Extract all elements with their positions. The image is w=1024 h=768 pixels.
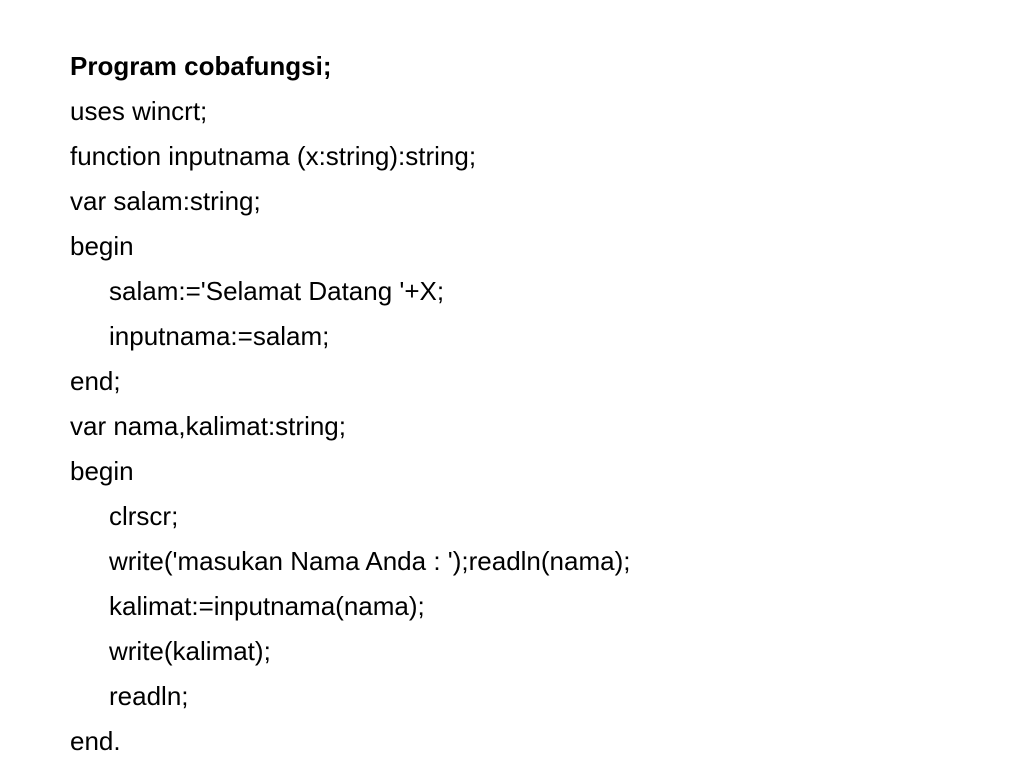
- code-line-call-function: kalimat:=inputnama(nama);: [109, 591, 425, 621]
- code-line-main-begin: begin: [70, 456, 134, 486]
- code-line-function-begin: begin: [70, 231, 134, 261]
- program-title: Program cobafungsi;: [70, 51, 332, 81]
- code-line-uses: uses wincrt;: [70, 96, 208, 126]
- code-line-salam-assign: salam:='Selamat Datang '+X;: [109, 276, 445, 306]
- code-line-function-var: var salam:string;: [70, 186, 261, 216]
- code-line-program-end: end.: [70, 726, 121, 756]
- code-line-return-assign: inputnama:=salam;: [109, 321, 330, 351]
- code-line-write-result: write(kalimat);: [109, 636, 271, 666]
- code-line-main-var: var nama,kalimat:string;: [70, 411, 346, 441]
- code-line-function-declaration: function inputnama (x:string):string;: [70, 141, 477, 171]
- code-line-readln: readln;: [109, 681, 189, 711]
- code-line-write-prompt: write('masukan Nama Anda : ');readln(nama);: [109, 546, 631, 576]
- code-line-clrscr: clrscr;: [109, 501, 179, 531]
- code-listing: [70, 44, 630, 764]
- code-line-function-end: end;: [70, 366, 121, 396]
